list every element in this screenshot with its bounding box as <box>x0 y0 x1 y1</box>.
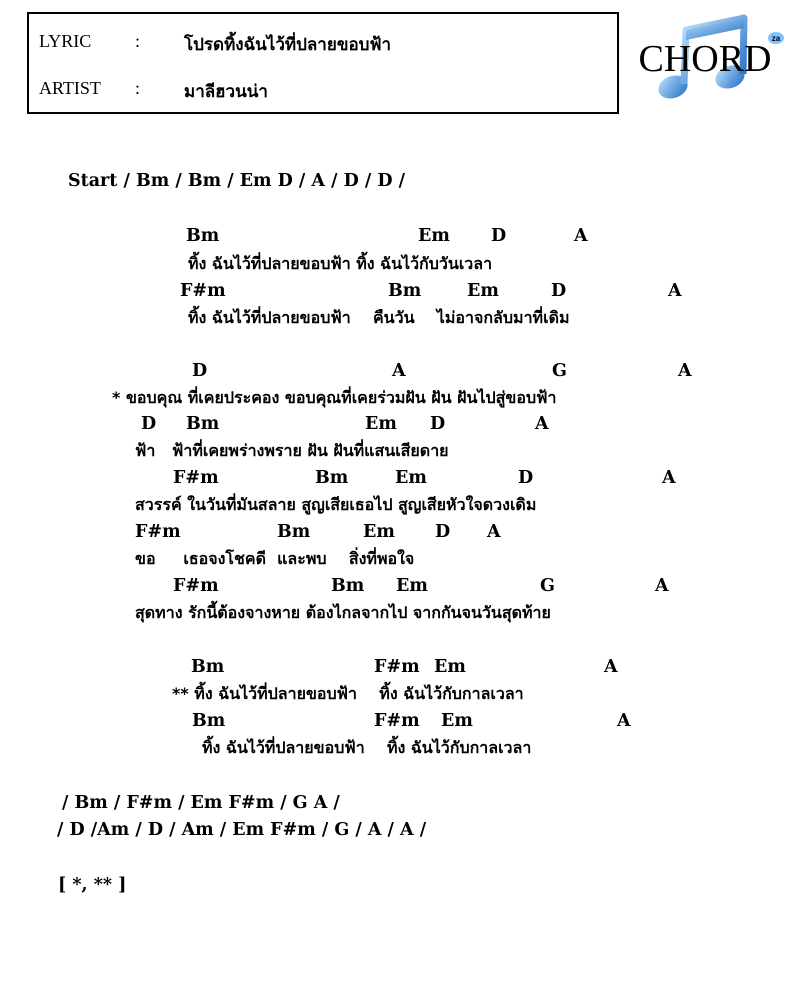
chord-symbol: Em <box>363 522 395 542</box>
chord-symbol: Bm <box>186 414 220 434</box>
repeat-marker: [ *, ** ] <box>58 875 127 895</box>
outro-progression-1: / Bm / F#m / Em F#m / G A / <box>62 793 340 813</box>
chord-symbol: A <box>617 711 631 731</box>
artist-name: มาลีฮวนน่า <box>184 82 268 102</box>
chord-symbol: A <box>678 361 692 381</box>
outro-progression-2: / D /Am / D / Am / Em F#m / G / A / A / <box>57 820 427 840</box>
lyric-line: สุดทาง รักนี้ต้องจางหาย ต้องไกลจากไป จากกันจนวันสุดท้าย <box>135 603 551 622</box>
chord-symbol: D <box>518 468 534 488</box>
lyric-line: ขอ เธอจงโชคดี และพบ สิ่งที่พอใจ <box>135 549 415 568</box>
chord-symbol: Em <box>467 281 499 301</box>
chord-symbol: A <box>574 226 588 246</box>
lyric-line: ทิ้ง ฉันไว้ที่ปลายขอบฟ้า คืนวัน ไม่อาจกลับมาที่เดิม <box>188 308 570 327</box>
chord-symbol: D <box>141 414 157 434</box>
song-info-box <box>27 12 619 114</box>
song-title: โปรดทิ้งฉันไว้ที่ปลายขอบฟ้า <box>184 35 392 55</box>
lyric-line: * ขอบคุณ ที่เคยประคอง ขอบคุณที่เคยร่วมฝัน ฝัน ฝันไปสู่ขอบฟ้า <box>112 388 557 407</box>
chord-symbol: A <box>604 657 618 677</box>
chord-symbol: D <box>551 281 567 301</box>
chord-symbol: G <box>540 576 555 596</box>
chord-symbol: A <box>668 281 682 301</box>
lyric-line: ทิ้ง ฉันไว้ที่ปลายขอบฟ้า ทิ้ง ฉันไว้กับวันเวลา <box>188 254 493 273</box>
chord-symbol: Bm <box>331 576 365 596</box>
chord-symbol: F#m <box>374 711 420 731</box>
chord-symbol: Bm <box>191 657 225 677</box>
chord-symbol: D <box>192 361 208 381</box>
chord-symbol: Bm <box>186 226 220 246</box>
chord-symbol: F#m <box>374 657 420 677</box>
chord-symbol: Em <box>441 711 473 731</box>
chord-symbol: D <box>430 414 446 434</box>
lyric-line: ** ทิ้ง ฉันไว้ที่ปลายขอบฟ้า ทิ้ง ฉันไว้กับกาลเวลา <box>172 684 524 703</box>
artist-label: ARTIST <box>39 78 101 98</box>
chord-symbol: Bm <box>277 522 311 542</box>
chord-symbol: F#m <box>173 468 219 488</box>
chord-symbol: A <box>392 361 406 381</box>
chord-symbol: F#m <box>135 522 181 542</box>
chord-symbol: Em <box>395 468 427 488</box>
intro-progression: Start / Bm / Bm / Em D / A / D / D / <box>68 171 405 191</box>
chord-symbol: D <box>491 226 507 246</box>
chordza-logo <box>626 14 784 104</box>
chord-symbol: A <box>487 522 501 542</box>
chord-symbol: Em <box>418 226 450 246</box>
chord-symbol: A <box>662 468 676 488</box>
svg-text:za: za <box>771 34 781 43</box>
chord-symbol: A <box>655 576 669 596</box>
chord-symbol: Em <box>365 414 397 434</box>
artist-colon: : <box>135 78 141 98</box>
lyric-label: LYRIC <box>39 31 92 51</box>
chord-symbol: A <box>535 414 549 434</box>
chord-symbol: Em <box>434 657 466 677</box>
chord-symbol: F#m <box>180 281 226 301</box>
lyric-line: สวรรค์ ในวันที่มันสลาย สูญเสียเธอไป สูญเสียหัวใจดวงเดิม <box>135 495 537 514</box>
svg-text:CHORD: CHORD <box>638 38 772 80</box>
lyric-line: ฟ้า ฟ้าที่เคยพร่างพราย ฝัน ฝันที่แสนเสียดาย <box>135 441 449 460</box>
chord-symbol: Bm <box>315 468 349 488</box>
chord-symbol: Bm <box>192 711 226 731</box>
lyric-colon: : <box>135 31 141 51</box>
music-note-icon <box>626 14 784 104</box>
chord-symbol: G <box>552 361 567 381</box>
chord-symbol: Em <box>396 576 428 596</box>
chord-symbol: Bm <box>388 281 422 301</box>
chord-symbol: F#m <box>173 576 219 596</box>
lyric-line: ทิ้ง ฉันไว้ที่ปลายขอบฟ้า ทิ้ง ฉันไว้กับกาลเวลา <box>202 738 532 757</box>
chord-symbol: D <box>435 522 451 542</box>
